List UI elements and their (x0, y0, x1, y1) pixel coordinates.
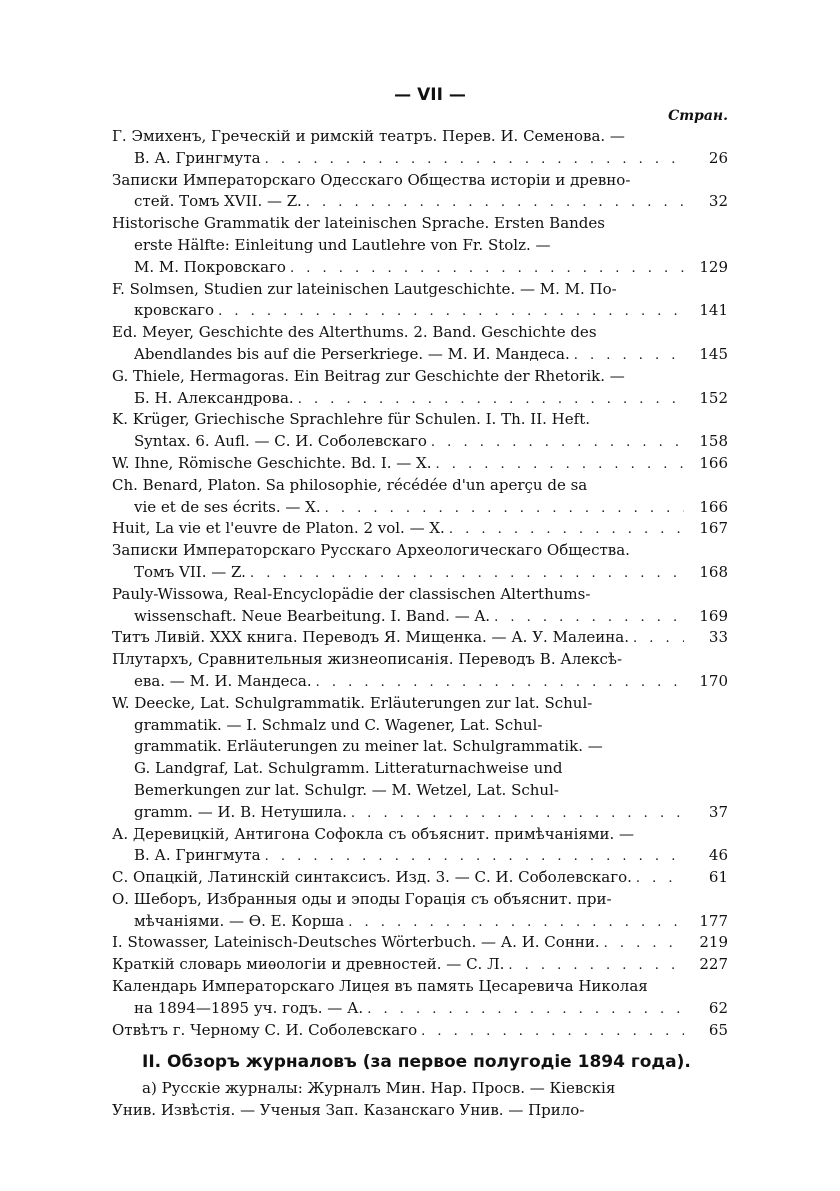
dot-leader (214, 301, 684, 322)
dot-leader (261, 846, 684, 867)
toc-entry (112, 453, 728, 475)
toc-entry-text: Отвѣтъ г. Черному С. И. Соболевскаго (112, 1020, 418, 1039)
toc-entry-text: Huit, La vie et l'euvre de Platon. 2 vol. — X. (112, 519, 445, 538)
toc-page-number: 37 (708, 802, 728, 821)
toc-entry-text: стей. Томъ XVII. — Z. (134, 192, 302, 211)
toc-entry (112, 322, 728, 366)
toc-entry (112, 475, 728, 519)
toc-entry-text: кровскаго (134, 301, 215, 320)
toc-entry (112, 693, 728, 824)
toc-entry-text: Записки Императорскаго Русскаго Археологическаго Общества. (112, 541, 630, 560)
toc-page-number: 170 (699, 671, 728, 690)
toc-entry-line (112, 388, 728, 410)
toc-page-number: 61 (708, 868, 728, 887)
section-line: а) Русскіе журналы: Журналъ Мин. Нар. Просв. — Кіевскія (142, 1079, 616, 1098)
toc-page-number: 62 (708, 998, 728, 1017)
toc-entry-line (112, 562, 728, 584)
toc-page-number: 46 (708, 846, 728, 865)
toc-entry-line (112, 148, 728, 170)
toc-entry-text: В. А. Грингмута (134, 846, 261, 865)
dot-leader (321, 498, 684, 519)
dot-leader (432, 454, 685, 475)
dot-leader (632, 868, 684, 889)
document-page (112, 84, 728, 1121)
toc-entry (112, 932, 728, 954)
dot-leader (294, 389, 684, 410)
toc-page-number: 227 (699, 955, 728, 974)
dot-leader (490, 607, 684, 628)
toc-entry-line (112, 758, 728, 780)
toc-page-number: 33 (708, 628, 728, 647)
toc-entry-line (112, 824, 728, 846)
toc-entry (112, 366, 728, 410)
toc-entry-line (112, 606, 728, 628)
section-body (112, 1077, 728, 1121)
table-of-contents (112, 126, 728, 1041)
toc-entry (112, 170, 728, 214)
toc-entry (112, 649, 728, 693)
toc-page-number: 141 (699, 301, 728, 320)
dot-leader (570, 345, 684, 366)
toc-entry-text: Ch. Benard, Platon. Sa philosophie, récédée d'un aperçu de sa (112, 475, 588, 494)
toc-entry (112, 279, 728, 323)
toc-entry (112, 213, 728, 278)
toc-entry-line (112, 257, 728, 279)
toc-entry-line (112, 889, 728, 911)
toc-entry-line (112, 845, 728, 867)
toc-entry-line (112, 540, 728, 562)
toc-entry-line (112, 213, 728, 235)
dot-leader (312, 672, 684, 693)
page-header: — VII — (394, 85, 466, 105)
toc-entry (112, 954, 728, 976)
toc-entry-text: W. Ihne, Römische Geschichte. Bd. I. — X. (112, 453, 432, 472)
toc-entry-text: Abendlandes bis auf die Perserkriege. — М. И. Мандеса. (134, 344, 570, 363)
toc-entry (112, 824, 728, 868)
toc-entry-text: Краткій словарь миѳологіи и древностей. — С. Л. (112, 955, 505, 974)
toc-entry-text: Syntax. 6. Aufl. — С. И. Соболевскаго (134, 432, 427, 451)
toc-page-number: 152 (699, 388, 728, 407)
toc-entry (112, 867, 728, 889)
toc-entry-text: K. Krüger, Griechische Sprachlehre für Schulen. I. Th. II. Heft. (112, 410, 590, 429)
toc-entry-line (112, 649, 728, 671)
toc-entry-text: erste Hälfte: Einleitung und Lautlehre von Fr. Stolz. — (134, 235, 551, 254)
toc-entry-line (112, 584, 728, 606)
dot-leader (504, 955, 684, 976)
toc-entry (112, 627, 728, 649)
toc-page-number: 168 (699, 562, 728, 581)
dot-leader (246, 563, 684, 584)
toc-entry-text: Б. Н. Александрова. (134, 388, 294, 407)
dot-leader (417, 1021, 684, 1042)
toc-entry-text: Календарь Императорскаго Лицея въ память Цесаревича Николая (112, 977, 648, 996)
toc-entry-line (112, 322, 728, 344)
toc-entry-line (112, 911, 728, 933)
toc-entry (112, 889, 728, 933)
dot-leader (363, 999, 684, 1020)
dot-leader (629, 628, 684, 649)
toc-entry-text: С. Опацкій, Латинскій синтаксисъ. Изд. 3. — С. И. Соболевскаго. (112, 868, 632, 887)
toc-entry (112, 126, 728, 170)
toc-entry-text: М. М. Покровскаго (134, 257, 286, 276)
toc-entry-line (112, 170, 728, 192)
dot-leader (427, 432, 684, 453)
toc-entry-text: Плутархъ, Сравнительныя жизнеописанія. Переводъ В. Алексѣ- (112, 650, 623, 669)
toc-entry-text: А. Деревицкій, Антигона Софокла съ объяснит. примѣчаніями. — (112, 824, 635, 843)
toc-entry-line (112, 1020, 728, 1042)
dot-leader (302, 192, 684, 213)
toc-entry-text: О. Шеборъ, Избранныя оды и эподы Горація съ объяснит. при- (112, 889, 612, 908)
toc-entry-line (112, 802, 728, 824)
section-title: II. Обзоръ журналовъ (за первое полугодіе 1894 года). (142, 1052, 691, 1073)
toc-entry-line (112, 475, 728, 497)
toc-page-number: 26 (708, 148, 728, 167)
toc-entry-text: Pauly-Wissowa, Real-Encyclopädie der classischen Alterthums- (112, 584, 591, 603)
toc-entry-text: Bemerkungen zur lat. Schulgr. — M. Wetzel, Lat. Schul- (134, 780, 559, 799)
toc-page-number: 166 (699, 453, 728, 472)
dot-leader (286, 258, 684, 279)
toc-entry-line (112, 954, 728, 976)
toc-entry (112, 1020, 728, 1042)
section-line: Унив. Извѣстія. — Ученыя Зап. Казанскаго Унив. — Прило- (112, 1101, 585, 1120)
toc-page-number: 129 (699, 257, 728, 276)
toc-entry (112, 584, 728, 628)
toc-page-number: 65 (708, 1020, 728, 1039)
dot-leader (344, 912, 684, 933)
toc-entry-text: ева. — М. И. Мандеса. (134, 671, 312, 690)
toc-entry (112, 409, 728, 453)
toc-entry-line (112, 715, 728, 737)
toc-entry-line (112, 366, 728, 388)
toc-entry-text: Титъ Ливій. XXX книга. Переводъ Я. Мищенка. — А. У. Малеина. (112, 628, 630, 647)
toc-entry-text: grammatik. — I. Schmalz und C. Wagener, Lat. Schul- (134, 715, 543, 734)
toc-entry-text: Historische Grammatik der lateinischen Sprache. Ersten Bandes (112, 214, 605, 233)
toc-entry-text: Г. Эмихенъ, Греческій и римскій театръ. Перев. И. Семенова. — (112, 127, 625, 145)
dot-leader (261, 149, 684, 170)
page-column-label: Стран. (668, 108, 728, 124)
toc-entry (112, 976, 728, 1020)
toc-entry-line (112, 736, 728, 758)
toc-entry-line (112, 300, 728, 322)
toc-entry-line (112, 693, 728, 715)
toc-entry-line (112, 279, 728, 301)
toc-page-number: 177 (699, 911, 728, 930)
toc-entry-line (112, 453, 728, 475)
toc-entry-line (112, 976, 728, 998)
toc-entry-line (112, 431, 728, 453)
toc-entry-line (112, 518, 728, 540)
toc-page-number: 167 (699, 519, 728, 538)
toc-page-number: 219 (699, 933, 728, 952)
toc-entry-text: gramm. — И. В. Нетушила. (134, 802, 347, 821)
toc-entry-text: Ed. Meyer, Geschichte des Alterthums. 2. Band. Geschichte des (112, 323, 597, 342)
toc-page-number: 169 (699, 606, 728, 625)
toc-entry-line (112, 671, 728, 693)
toc-page-number: 32 (708, 192, 728, 211)
toc-entry-text: В. А. Грингмута (134, 148, 261, 167)
dot-leader (445, 519, 684, 540)
toc-entry (112, 540, 728, 584)
toc-entry (112, 518, 728, 540)
toc-entry-line (112, 191, 728, 213)
toc-entry-text: G. Landgraf, Lat. Schulgramm. Litteraturnachweise und (134, 759, 563, 778)
dot-leader (347, 803, 684, 824)
toc-entry-line (112, 867, 728, 889)
toc-entry-line (112, 126, 728, 148)
toc-entry-line (112, 409, 728, 431)
toc-entry-text: grammatik. Erläuterungen zu meiner lat. Schulgrammatik. — (134, 737, 603, 756)
toc-entry-line (112, 780, 728, 802)
dot-leader (600, 933, 684, 954)
toc-entry-text: Томъ VII. — Z. (134, 562, 246, 581)
toc-entry-text: F. Solmsen, Studien zur lateinischen Lautgeschichte. — М. М. По- (112, 279, 617, 298)
toc-page-number: 145 (699, 344, 728, 363)
toc-entry-text: wissenschaft. Neue Bearbeitung. I. Band. — A. (134, 606, 491, 625)
toc-entry-line (112, 932, 728, 954)
toc-page-number: 166 (699, 497, 728, 516)
toc-entry-line (112, 344, 728, 366)
toc-entry-text: на 1894—1895 уч. годъ. — А. (134, 998, 364, 1017)
toc-entry-text: W. Deecke, Lat. Schulgrammatik. Erläuterungen zur lat. Schul- (112, 693, 593, 712)
toc-entry-text: мѣчаніями. — Ѳ. Е. Корша (134, 911, 345, 930)
toc-entry-line (112, 235, 728, 257)
toc-entry-text: I. Stowasser, Lateinisch-Deutsches Wörterbuch. — А. И. Сонни. (112, 933, 600, 952)
toc-entry-text: G. Thiele, Hermagoras. Ein Beitrag zur Geschichte der Rhetorik. — (112, 366, 625, 385)
toc-page-number: 158 (699, 432, 728, 451)
toc-entry-text: vie et de ses écrits. — X. (134, 497, 321, 516)
toc-entry-line (112, 627, 728, 649)
toc-entry-text: Записки Императорскаго Одесскаго Общества исторіи и древно- (112, 170, 631, 189)
toc-entry-line (112, 998, 728, 1020)
toc-entry-line (112, 497, 728, 519)
